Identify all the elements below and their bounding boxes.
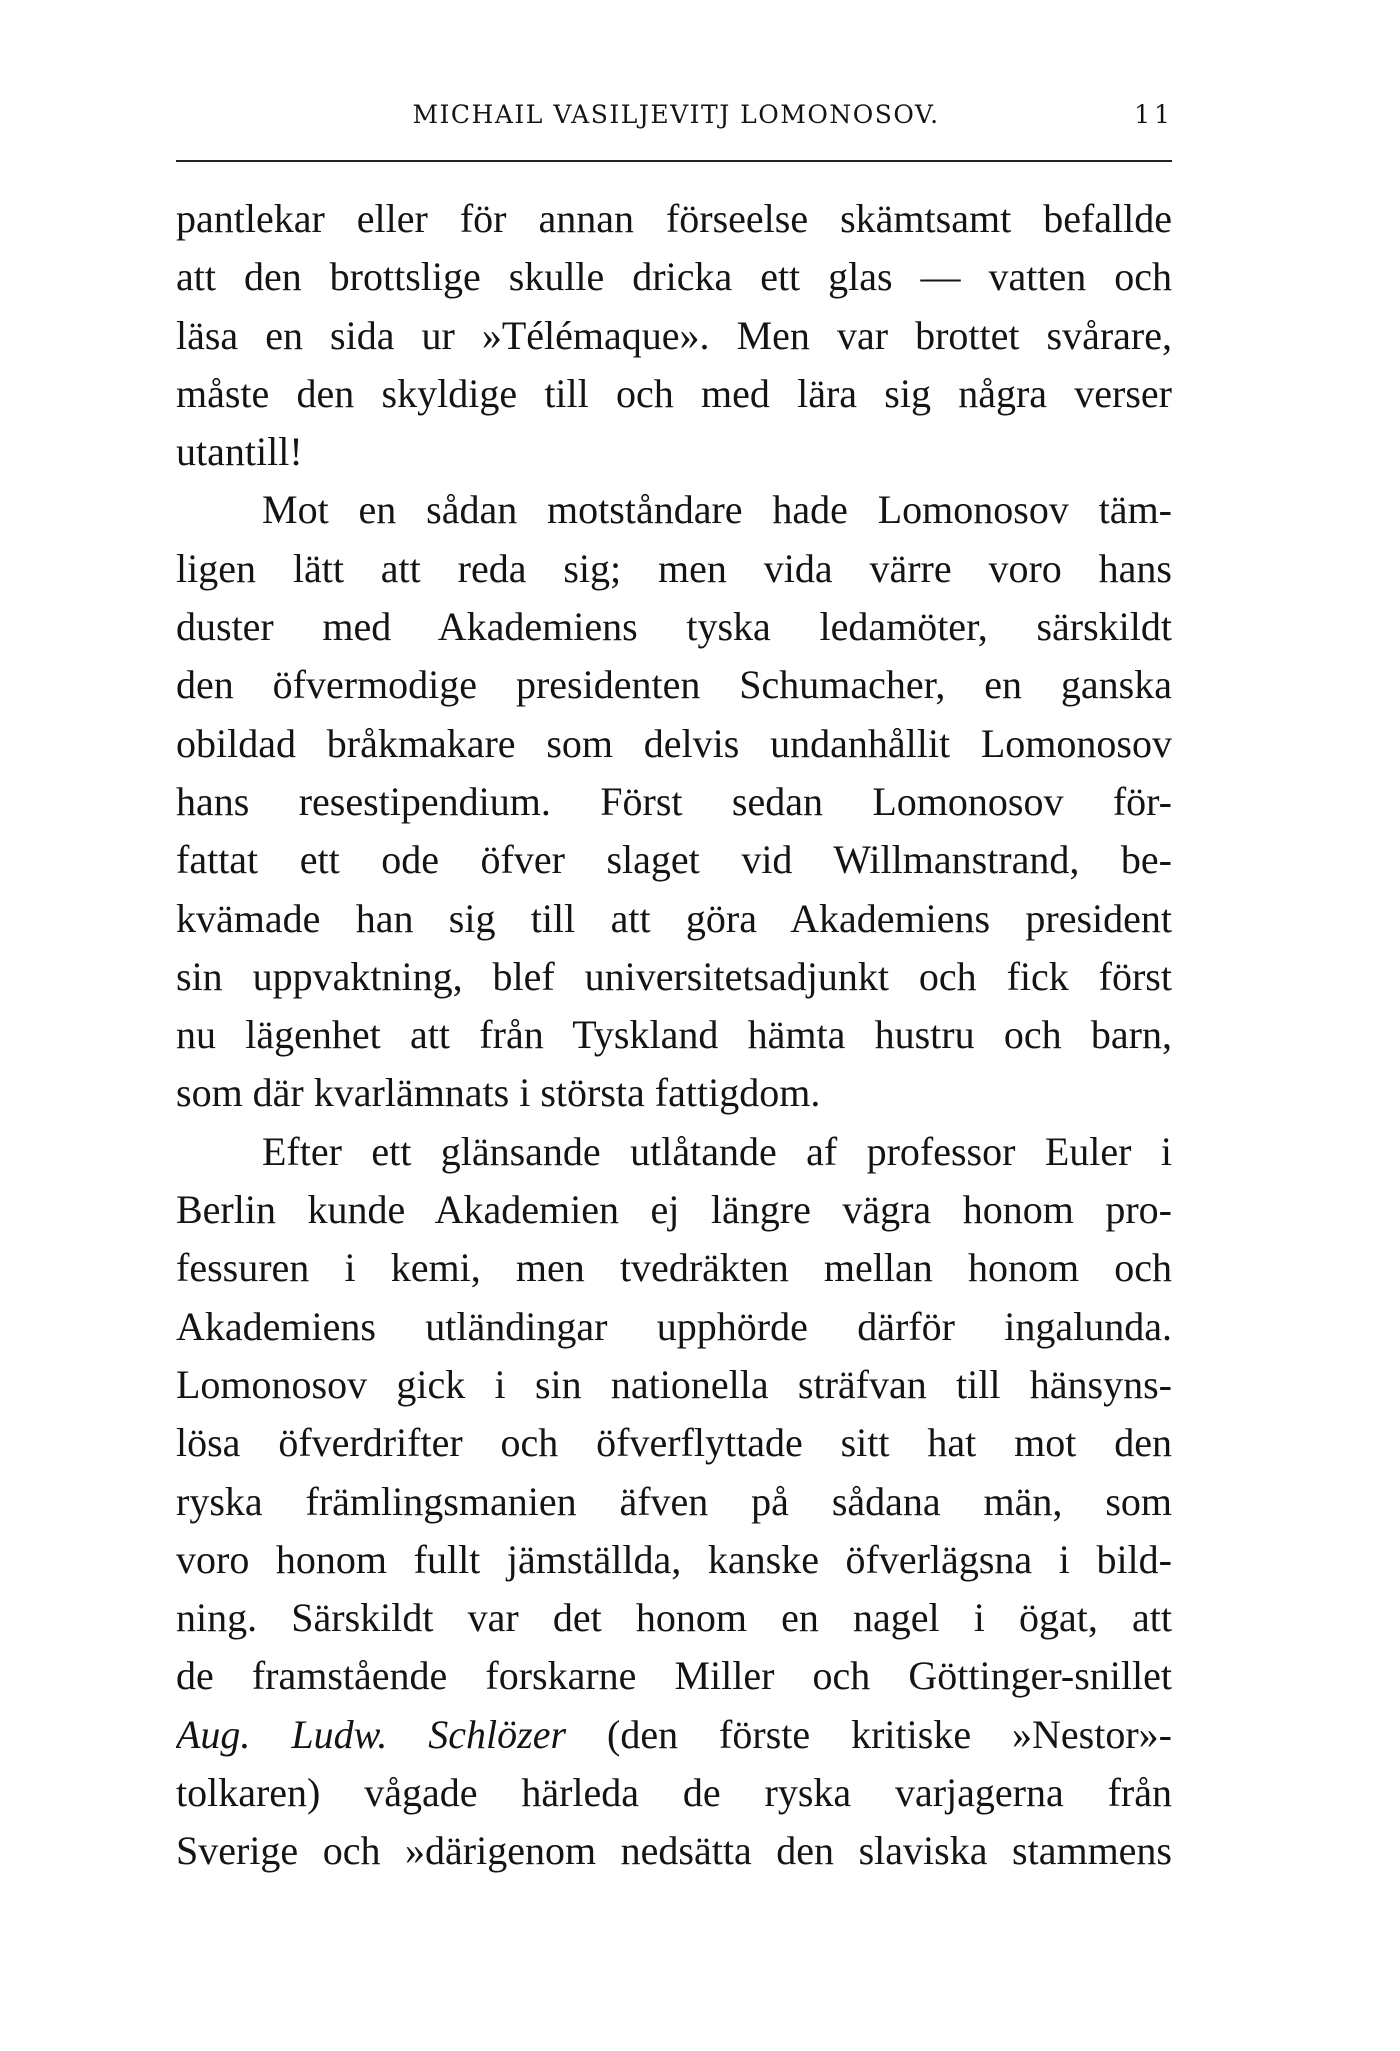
- text-line: Mot en sådan motståndare hade Lomonosov täm-: [262, 487, 1172, 533]
- italic-name: Aug. Ludw. Schlözer: [176, 1711, 567, 1757]
- text-line: Berlin kunde Akademien ej längre vägra honom pro-: [176, 1187, 1172, 1233]
- running-head: [178, 96, 1174, 136]
- text-line: Akademiens utländingar upphörde därför ingalunda.: [176, 1303, 1172, 1349]
- running-title: MICHAIL VASILJEVITJ LOMONOSOV.: [412, 100, 940, 129]
- text-line: utantill!: [176, 429, 303, 475]
- text-line: nu lägenhet att från Tyskland hämta hustru och barn,: [176, 1012, 1172, 1058]
- paragraph: [176, 190, 1172, 481]
- text-line: fattat ett ode öfver slaget vid Willmanstrand, be-: [176, 837, 1172, 883]
- text-line: att den brottslige skulle dricka ett glas — vatten och: [176, 254, 1172, 300]
- text-line: ning. Särskildt var det honom en nagel i ögat, att: [176, 1595, 1172, 1641]
- text-line: Efter ett glänsande utlåtande af professor Euler i: [262, 1128, 1172, 1174]
- text-line: duster med Akademiens tyska ledamöter, särskildt: [176, 604, 1172, 650]
- text-line: som där kvarlämnats i största fattigdom.: [176, 1070, 821, 1116]
- text-line: hans resestipendium. Först sedan Lomonosov för-: [176, 778, 1172, 824]
- page-number: 11: [1134, 100, 1174, 129]
- text-line: kvämade han sig till att göra Akademiens president: [176, 895, 1172, 941]
- text-line: de framstående forskarne Miller och Göttinger-snillet: [176, 1653, 1172, 1699]
- text-line: obildad bråkmakare som delvis undanhållit Lomonosov: [176, 720, 1172, 766]
- text-line: voro honom fullt jämställda, kanske öfverlägsna i bild-: [176, 1536, 1172, 1582]
- text-line: tolkaren) vågade härleda de ryska varjagerna från: [176, 1770, 1172, 1816]
- body-text: [176, 190, 1172, 1881]
- header-rule: [176, 160, 1172, 162]
- text-line: Sverige och »därigenom nedsätta den slaviska stammens: [176, 1828, 1172, 1874]
- text-line: Lomonosov gick i sin nationella sträfvan till hänsyns-: [176, 1361, 1172, 1407]
- text-line: ryska främlingsmanien äfven på sådana män, som: [176, 1478, 1172, 1524]
- text-line: pantlekar eller för annan förseelse skämtsamt befallde: [176, 196, 1172, 241]
- text-line: läsa en sida ur »Télémaque». Men var brottet svårare,: [176, 312, 1172, 358]
- text-line: måste den skyldige till och med lära sig några verser: [176, 370, 1172, 416]
- text-line: sin uppvaktning, blef universitetsadjunkt och fick först: [176, 953, 1172, 999]
- line-rest: (den förste kritiske »Nestor»-: [566, 1711, 1172, 1757]
- paragraph: [176, 481, 1172, 1122]
- text-line: ligen lätt att reda sig; men vida värre voro hans: [176, 545, 1172, 591]
- text-line: fessuren i kemi, men tvedräkten mellan honom och: [176, 1245, 1172, 1291]
- text-line: den öfvermodige presidenten Schumacher, en ganska: [176, 662, 1172, 708]
- text-line: [176, 1706, 1172, 1764]
- paragraph: [176, 1123, 1172, 1881]
- text-line: lösa öfverdrifter och öfverflyttade sitt hat mot den: [176, 1420, 1172, 1466]
